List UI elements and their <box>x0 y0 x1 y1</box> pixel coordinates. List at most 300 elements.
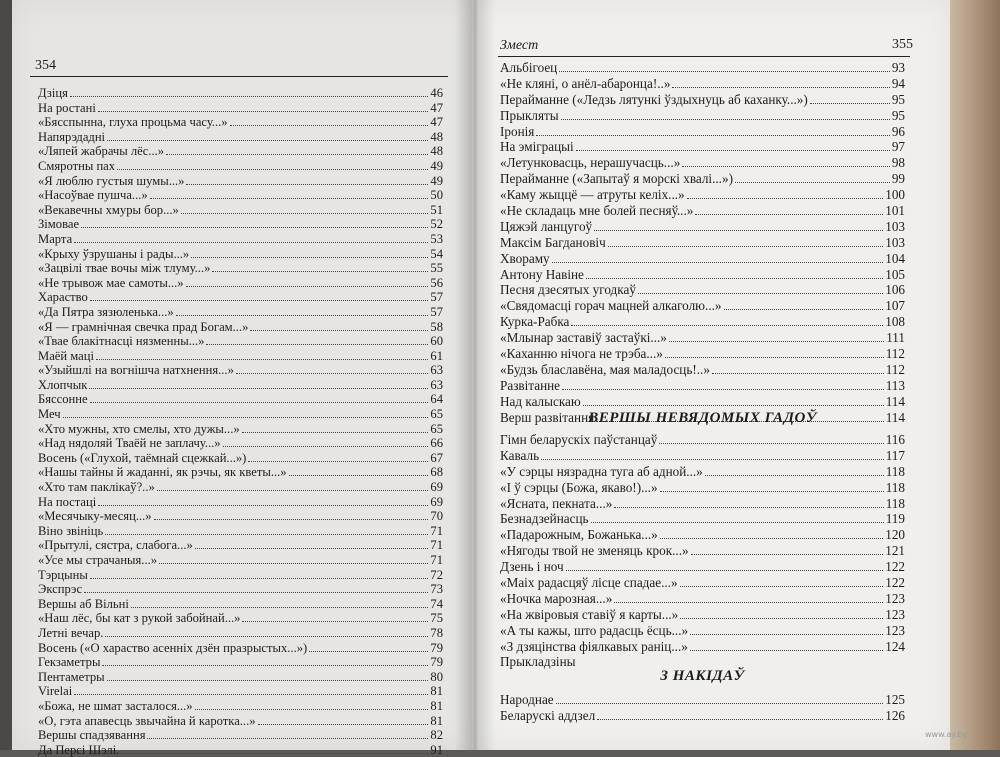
toc-entry <box>500 496 905 512</box>
toc-list-unknown-years <box>500 432 905 670</box>
dot-leader <box>614 497 883 508</box>
dot-leader <box>154 509 429 520</box>
dot-leader <box>157 480 429 491</box>
dot-leader <box>242 611 428 622</box>
section-heading-unknown-years: ВЕРШЫ НЕВЯДОМЫХ ГАДОЎ <box>588 410 817 426</box>
toc-entry <box>500 139 905 155</box>
toc-entry-page: 103 <box>885 234 905 250</box>
toc-entry-page: 68 <box>430 465 443 480</box>
toc-entry-page: 112 <box>885 346 905 362</box>
toc-entry-title: «Насоўвае пушча...» <box>38 188 148 203</box>
toc-entry-title: «Не трывож мае самоты...» <box>38 275 184 290</box>
toc-entry <box>38 611 443 626</box>
toc-entry <box>38 524 443 539</box>
toc-entry <box>500 480 905 496</box>
toc-entry-page: 71 <box>430 538 443 553</box>
toc-entry <box>38 320 443 335</box>
toc-entry-page: 120 <box>885 527 905 543</box>
toc-entry-title: Прыкладзіны <box>500 654 576 670</box>
toc-entry-title: «О, гэта апавесць звычайна й каротка...» <box>38 713 256 728</box>
toc-entry-title: Прыкляты <box>500 107 559 123</box>
toc-entry <box>38 101 443 116</box>
toc-entry-page: 111 <box>886 330 905 346</box>
dot-leader <box>81 217 428 228</box>
toc-entry <box>38 261 443 276</box>
page-number-right: 355 <box>892 37 913 52</box>
toc-entry <box>500 60 905 76</box>
toc-entry <box>38 422 443 437</box>
toc-entry <box>500 708 905 724</box>
dot-leader <box>680 608 883 619</box>
toc-entry-page: 46 <box>430 86 443 100</box>
toc-entry-page: 65 <box>430 421 443 436</box>
toc-entry <box>500 607 905 623</box>
dot-leader <box>131 597 429 608</box>
toc-entry-page: 70 <box>430 509 443 524</box>
toc-entry-title: «Зацвілі твае вочы між тлуму...» <box>38 261 211 276</box>
toc-entry-page: 63 <box>430 377 443 392</box>
dot-leader <box>597 709 883 720</box>
dot-leader <box>186 174 428 185</box>
toc-entry-title: Восень («Глухой, таёмнай сцежкай...») <box>38 450 247 465</box>
dot-leader <box>638 283 883 294</box>
toc-entry-title: Меч <box>38 407 61 422</box>
toc-entry <box>500 623 905 639</box>
toc-entry-title: «Не кляні, о анёл-абаронца!..» <box>500 75 671 91</box>
toc-entry <box>38 188 443 203</box>
toc-entry-page: 72 <box>430 567 443 582</box>
toc-entry-title: «Векавечны хмуры бор...» <box>38 202 179 217</box>
toc-entry <box>500 155 905 171</box>
dot-leader <box>712 363 884 374</box>
toc-entry-page: 69 <box>430 494 443 509</box>
toc-entry-page: 74 <box>430 596 443 611</box>
toc-entry <box>500 108 905 124</box>
toc-entry-page: 55 <box>430 261 443 276</box>
page-number-left: 354 <box>35 58 56 73</box>
toc-entry <box>500 559 905 575</box>
toc-list-left <box>38 86 443 757</box>
toc-entry-title: Над калыскаю <box>500 393 581 409</box>
dot-leader <box>614 592 883 603</box>
toc-entry <box>38 582 443 597</box>
toc-entry-page: 54 <box>430 246 443 261</box>
dot-leader <box>665 347 884 358</box>
toc-entry-page: 118 <box>885 463 905 479</box>
toc-entry-page: 69 <box>430 480 443 495</box>
dot-leader <box>659 433 883 444</box>
dot-leader <box>230 115 429 126</box>
toc-entry <box>38 407 443 422</box>
toc-entry-page: 123 <box>885 606 905 622</box>
toc-entry-title: «А ты кажы, што радасць ёсць...» <box>500 622 689 638</box>
toc-entry-title: «Млынар заставіў застаўкі...» <box>500 330 667 346</box>
toc-entry-page: 124 <box>885 638 905 654</box>
toc-entry-title: «Бясспынна, глуха процьма часу...» <box>38 115 228 130</box>
toc-entry-page: 47 <box>430 115 443 130</box>
toc-entry-title: «Прытулі, сястра, слабога...» <box>38 538 193 553</box>
toc-entry <box>38 728 443 743</box>
toc-entry <box>500 314 905 330</box>
dot-leader <box>74 232 428 243</box>
toc-entry-page: 60 <box>430 334 443 349</box>
toc-entry-title: «Падарожным, Божанька...» <box>500 527 658 543</box>
toc-entry-title: Летні вечар. <box>38 625 104 640</box>
toc-entry-page: 57 <box>430 290 443 305</box>
toc-entry <box>38 130 443 145</box>
toc-entry <box>500 464 905 480</box>
section-heading-sketches: З НАКІДАЎ <box>660 668 745 684</box>
toc-entry-page: 67 <box>430 450 443 465</box>
toc-entry-title: Марта <box>38 231 73 246</box>
toc-entry-page: 118 <box>885 495 905 511</box>
toc-entry-page: 61 <box>430 348 443 363</box>
toc-entry-page: 58 <box>430 319 443 334</box>
dot-leader <box>117 159 428 170</box>
dot-leader <box>223 436 429 447</box>
toc-entry-title: «Узыйшлі на вогнішча натхнення...» <box>38 363 234 378</box>
dot-leader <box>309 641 428 652</box>
header-rule-left <box>30 76 448 77</box>
toc-entry-title: Хвораму <box>500 250 550 266</box>
toc-entry-title: Народнае <box>500 692 554 707</box>
toc-entry-title: Да Персі Шэлі. <box>38 742 120 757</box>
dot-leader <box>96 349 428 360</box>
dot-leader <box>176 305 429 316</box>
toc-entry <box>38 115 443 130</box>
toc-entry <box>38 392 443 407</box>
toc-entry-page: 123 <box>885 590 905 606</box>
left-page <box>12 0 472 757</box>
toc-entry-page: 95 <box>891 107 905 123</box>
toc-entry-page: 114 <box>885 409 905 425</box>
toc-entry <box>38 641 443 656</box>
dot-leader <box>541 449 884 460</box>
toc-entry-title: «Наш лёс, бы кат з рукой забойнай...» <box>38 611 241 626</box>
toc-entry-page: 118 <box>885 479 905 495</box>
toc-entry <box>500 591 905 607</box>
toc-entry <box>38 305 443 320</box>
toc-entry-title: Харaство <box>38 290 88 305</box>
toc-entry-page: 105 <box>885 266 905 282</box>
toc-entry-title: «Ясната, пекната...» <box>500 495 613 511</box>
toc-entry-page: 125 <box>885 692 905 707</box>
toc-entry <box>500 692 905 708</box>
toc-entry-title: Беларускі аддзел <box>500 707 596 723</box>
toc-entry <box>500 575 905 591</box>
dot-leader <box>90 568 429 579</box>
toc-entry <box>500 187 905 203</box>
toc-entry-page: 73 <box>430 582 443 597</box>
toc-entry-page: 51 <box>430 202 443 217</box>
toc-entry <box>38 568 443 583</box>
dot-leader <box>63 407 429 418</box>
toc-entry-title: «Маіх радасцяў лісце спадае...» <box>500 575 678 591</box>
dot-leader <box>89 378 428 389</box>
toc-entry-page: 82 <box>430 728 443 743</box>
toc-entry-title: «Нашы тайны й жаданні, як рэчы, як кветы...» <box>38 465 287 480</box>
dot-leader <box>586 268 883 279</box>
toc-entry <box>38 363 443 378</box>
dot-leader <box>186 276 429 287</box>
dot-leader <box>191 247 428 258</box>
toc-entry-title: Пентаметры <box>38 669 105 684</box>
toc-entry-page: 103 <box>885 218 905 234</box>
toc-entry <box>38 232 443 247</box>
toc-entry <box>500 346 905 362</box>
dot-leader <box>74 684 428 695</box>
toc-list-sketches <box>500 692 905 724</box>
toc-entry <box>38 334 443 349</box>
toc-entry <box>500 330 905 346</box>
toc-entry <box>38 276 443 291</box>
dot-leader <box>552 252 884 263</box>
toc-entry-title: «Я — грамнічная свечка прад Богам...» <box>38 319 249 334</box>
toc-entry-title: «Над нядоляй Тваёй не заплачу...» <box>38 436 221 451</box>
toc-entry-title: Тэрцыны <box>38 567 88 582</box>
dot-leader <box>735 172 890 183</box>
dot-leader <box>107 670 429 681</box>
dot-leader <box>672 77 889 88</box>
dot-leader <box>705 465 884 476</box>
toc-entry <box>38 480 443 495</box>
toc-entry-title: «Каханню нічога не трэба...» <box>500 346 663 362</box>
toc-entry-title: Верш развітання <box>500 409 595 425</box>
dot-leader <box>690 640 883 651</box>
toc-entry-title: «Я люблю густыя шумы...» <box>38 173 185 188</box>
toc-entry-page: 113 <box>885 377 905 393</box>
toc-entry-page: 81 <box>430 698 443 713</box>
toc-entry <box>500 378 905 394</box>
toc-entry-title: «У сэрцы нязрадна туга аб адной...» <box>500 463 703 479</box>
dot-leader <box>562 379 884 390</box>
toc-entry-title: На постаці <box>38 494 97 509</box>
toc-entry <box>38 217 443 232</box>
watermark: www.ay.by <box>925 730 968 739</box>
toc-entry-title: Напярэдадні <box>38 129 106 144</box>
toc-entry-page: 52 <box>430 217 443 232</box>
dot-leader <box>90 392 429 403</box>
toc-entry-title: Перайманне («Ледзь лятункі ўздыхнуць аб каханку...») <box>500 91 808 107</box>
toc-entry-title: «Хто там паклікаў?..» <box>38 480 155 495</box>
toc-entry-title: «Твае блакітнасці нязменны...» <box>38 334 205 349</box>
toc-entry-title: Цяжэй ланцугоў <box>500 218 593 234</box>
toc-entry-page: 66 <box>430 436 443 451</box>
toc-entry <box>38 699 443 714</box>
toc-entry-title: Каваль <box>500 447 540 463</box>
toc-entry-title: «Ляпей жабрачы лёс...» <box>38 144 165 159</box>
toc-list-right <box>500 60 905 425</box>
toc-entry-page: 106 <box>885 282 905 298</box>
toc-entry-page: 117 <box>885 447 905 463</box>
toc-entry-title: «Месячыку-месяц...» <box>38 509 152 524</box>
dot-leader <box>571 315 883 326</box>
dot-leader <box>166 144 428 155</box>
toc-entry <box>500 219 905 235</box>
toc-entry-title: «На жвіровыя ставіў я карты...» <box>500 606 679 622</box>
toc-entry-title: Хлопчык <box>38 377 88 392</box>
dot-leader <box>680 576 884 587</box>
dot-leader <box>102 655 428 666</box>
toc-entry-title: Экспрэс <box>38 582 83 597</box>
toc-entry-title: Дзень і ноч <box>500 559 564 575</box>
toc-entry-page: 71 <box>430 523 443 538</box>
toc-entry-title: «Ночка марозная...» <box>500 590 613 606</box>
toc-entry-page: 75 <box>430 611 443 626</box>
toc-entry-page: 79 <box>430 640 443 655</box>
toc-entry-page: 95 <box>891 91 905 107</box>
toc-entry-page: 99 <box>891 171 905 187</box>
dot-leader <box>724 299 884 310</box>
toc-entry <box>500 432 905 448</box>
toc-entry-title: «І ў сэрцы (Божа, якаво!)...» <box>500 479 658 495</box>
dot-leader <box>121 743 428 754</box>
toc-entry <box>500 362 905 378</box>
right-page <box>472 0 950 750</box>
dot-leader <box>690 624 883 635</box>
toc-entry-page: 93 <box>891 60 905 75</box>
toc-entry-page: 96 <box>891 123 905 139</box>
toc-entry-page: 108 <box>885 314 905 330</box>
toc-entry-title: Зімовае <box>38 217 80 232</box>
toc-entry-page: 56 <box>430 275 443 290</box>
toc-entry-title: Песня дзесятых угодкаў <box>500 282 636 298</box>
dot-leader <box>536 125 889 136</box>
toc-entry-page: 64 <box>430 392 443 407</box>
toc-entry-title: «Каму жыццё — атруты келіх...» <box>500 187 685 203</box>
toc-entry <box>38 714 443 729</box>
toc-entry-title: Вершы аб Вільні <box>38 596 129 611</box>
toc-entry-title: Перайманне («Запытаў я морскі хвалі...») <box>500 171 733 187</box>
toc-entry-title: «З дзяцінства фіялкавых раніц...» <box>500 638 688 654</box>
toc-entry-page: 81 <box>430 684 443 699</box>
toc-entry <box>38 349 443 364</box>
toc-entry-page: 49 <box>430 173 443 188</box>
toc-entry <box>500 448 905 464</box>
toc-entry-title: Маёй маці <box>38 348 94 363</box>
toc-entry-title: «Усе мы страчаныя...» <box>38 553 158 567</box>
toc-entry-page: 49 <box>430 158 443 173</box>
toc-entry <box>500 527 905 543</box>
dot-leader <box>105 626 428 637</box>
toc-entry-page: 57 <box>430 304 443 319</box>
toc-entry-page: 100 <box>885 187 905 203</box>
toc-entry-page: 121 <box>885 543 905 559</box>
toc-entry <box>38 290 443 305</box>
dot-leader <box>608 236 883 247</box>
toc-entry <box>500 76 905 92</box>
toc-entry-title: «Будзь блаславёна, мая маладосць!..» <box>500 361 710 377</box>
toc-entry-page: 48 <box>430 144 443 159</box>
toc-entry <box>500 511 905 527</box>
toc-entry <box>500 92 905 108</box>
toc-entry-page: 78 <box>430 625 443 640</box>
dot-leader <box>90 290 429 301</box>
toc-entry <box>500 639 905 655</box>
toc-entry <box>38 597 443 612</box>
dot-leader <box>250 320 428 331</box>
toc-entry <box>38 509 443 524</box>
toc-entry-page: 63 <box>430 363 443 378</box>
toc-entry-page: 94 <box>891 75 905 91</box>
toc-entry-title: Альбігоец <box>500 60 558 75</box>
toc-entry-page: 97 <box>891 139 905 155</box>
toc-entry-page: 112 <box>885 361 905 377</box>
toc-entry-page: 79 <box>430 655 443 670</box>
dot-leader <box>98 495 428 506</box>
toc-entry-page: 81 <box>430 713 443 728</box>
dot-leader <box>556 693 884 704</box>
toc-entry-title: Максім Багдановіч <box>500 234 606 250</box>
toc-entry-title: На ростані <box>38 100 96 115</box>
toc-entry <box>500 543 905 559</box>
dot-leader <box>583 395 884 406</box>
toc-entry <box>500 203 905 219</box>
toc-entry-title: «Нягоды твой не зменяць крок...» <box>500 543 689 559</box>
toc-entry <box>38 495 443 510</box>
toc-entry <box>500 282 905 298</box>
toc-entry <box>38 378 443 393</box>
toc-entry <box>38 626 443 641</box>
toc-entry-title: Безнадзейнасць <box>500 511 589 527</box>
dot-leader <box>195 699 429 710</box>
toc-entry <box>38 670 443 685</box>
dot-leader <box>84 582 428 593</box>
dot-leader <box>660 528 883 539</box>
toc-entry-page: 114 <box>885 393 905 409</box>
dot-leader <box>695 204 883 215</box>
dot-leader <box>107 130 428 141</box>
toc-entry-title: Смяротны пах <box>38 158 116 173</box>
toc-entry <box>38 159 443 174</box>
page-block-edge <box>950 0 1000 750</box>
toc-entry <box>38 465 443 480</box>
toc-entry-title: «Летунковасць, нерашучасць...» <box>500 155 681 171</box>
toc-entry-title: Дзіця <box>38 86 68 100</box>
toc-entry-title: Курка-Рабка <box>500 314 570 330</box>
toc-entry <box>500 171 905 187</box>
toc-entry-page: 101 <box>885 203 905 219</box>
toc-entry-page: 53 <box>430 231 443 246</box>
toc-entry-title: Virelai <box>38 684 73 699</box>
toc-entry <box>38 553 443 568</box>
dot-leader <box>248 451 428 462</box>
toc-entry-page: 71 <box>430 553 443 567</box>
dot-leader <box>98 101 429 112</box>
dot-leader <box>150 188 429 199</box>
dot-leader <box>591 512 884 523</box>
dot-leader <box>660 481 884 492</box>
toc-entry-title: Бяссонне <box>38 392 88 407</box>
toc-entry-page: 119 <box>885 511 905 527</box>
dot-leader <box>682 156 890 167</box>
header-rule-right <box>498 56 910 57</box>
toc-entry <box>500 267 905 283</box>
toc-entry-title: «Да Пятра зязюленька...» <box>38 304 174 319</box>
toc-entry-title: «Не складаць мне болей песняў...» <box>500 203 694 219</box>
dot-leader <box>242 422 429 433</box>
toc-entry-title: «Свядомасці горач мацней алкаголю...» <box>500 298 722 314</box>
dot-leader <box>576 140 890 151</box>
toc-entry-title: «Хто мужны, хто смелы, хто дужы...» <box>38 421 240 436</box>
toc-entry-title: Іронія <box>500 123 535 139</box>
toc-entry-page: 47 <box>430 100 443 115</box>
toc-entry-page: 122 <box>885 575 905 591</box>
toc-entry <box>38 451 443 466</box>
background-surface <box>0 0 12 750</box>
toc-entry-page: 48 <box>430 129 443 144</box>
toc-entry-page: 98 <box>891 155 905 171</box>
